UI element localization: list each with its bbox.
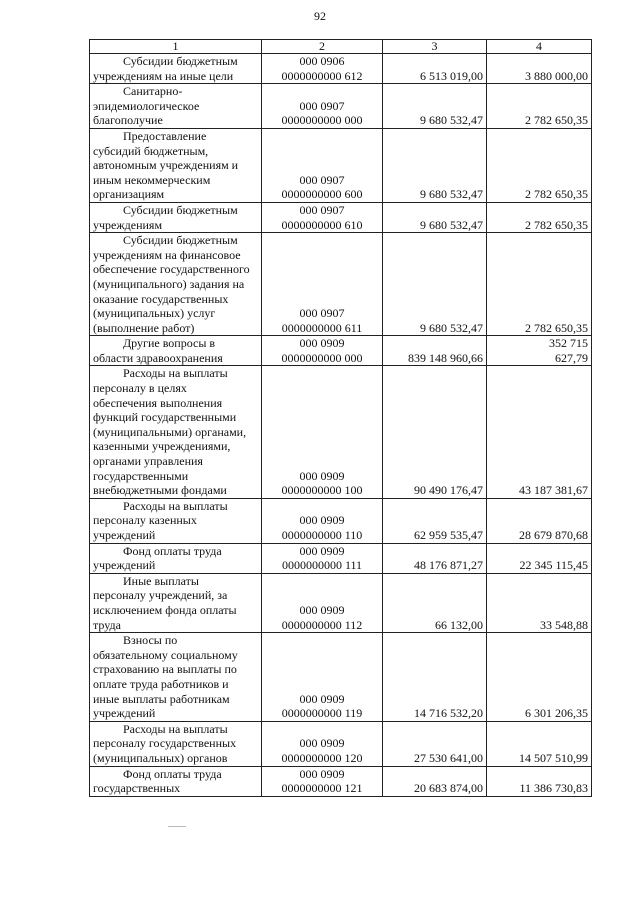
executed-amount-cell <box>487 128 592 202</box>
approved-amount-cell: 839 148 960,66 <box>383 336 487 366</box>
budget-code-cell <box>262 633 383 722</box>
expense-name-line: казенными учреждениями, <box>93 439 231 454</box>
budget-code-line: 0000000000 600 <box>281 187 363 202</box>
executed-amount-cell <box>487 543 592 573</box>
budget-code-line: 0000000000 112 <box>281 617 363 632</box>
expense-name-line: государственными <box>93 468 189 483</box>
expense-name-cell <box>90 633 262 722</box>
expense-name-line: Субсидии бюджетным <box>123 233 238 248</box>
table-row <box>90 766 592 796</box>
expense-name-cell <box>90 84 262 129</box>
approved-amount-cell: 90 490 176,47 <box>383 366 487 498</box>
budget-code-cell <box>262 498 383 543</box>
budget-code-line: 000 0907 <box>299 98 345 113</box>
expense-name-line: обеспечения выполнения <box>93 395 223 410</box>
approved-amount-cell: 27 530 641,00 <box>383 721 487 766</box>
expense-name-line: Другие вопросы в <box>123 336 216 351</box>
executed-amount-line: 43 187 381,67 <box>519 483 588 498</box>
budget-code-line: 0000000000 611 <box>281 320 363 335</box>
expense-name-line: области здравоохранения <box>93 350 223 365</box>
table-row <box>90 366 592 498</box>
expense-name-cell <box>90 54 262 84</box>
expense-name-line: исключением фонда оплаты <box>93 602 237 617</box>
expense-name-line: организациям <box>93 187 165 202</box>
executed-amount-line: 14 507 510,99 <box>519 750 588 765</box>
budget-code-line: 0000000000 612 <box>281 68 363 83</box>
expense-name-line: учреждений <box>93 528 156 542</box>
expense-name-line: труда <box>93 617 121 632</box>
table-row <box>90 336 592 366</box>
expense-name-line: автономным учреждениям и <box>93 158 239 173</box>
budget-code-cell <box>262 366 383 498</box>
table-row <box>90 543 592 573</box>
expense-name-line: обязательному социальному <box>93 647 238 662</box>
budget-table <box>89 39 592 797</box>
expense-name-line: органами управления <box>93 454 203 469</box>
budget-code-cell <box>262 721 383 766</box>
expense-name-line: функций государственными <box>93 410 237 425</box>
column-header-3: 3 <box>383 40 487 54</box>
budget-code-line: 000 0906 <box>299 54 345 68</box>
expense-name-line: Предоставление <box>123 128 207 143</box>
executed-amount-cell <box>487 721 592 766</box>
approved-amount-cell: 20 683 874,00 <box>383 766 487 796</box>
expense-name-line: (муниципального) задания на <box>93 276 245 291</box>
expense-name-cell <box>90 366 262 498</box>
executed-amount-cell <box>487 233 592 336</box>
budget-code-line: 000 0907 <box>299 172 345 187</box>
expense-name-line: Фонд оплаты труда <box>123 543 222 558</box>
expense-name-line: иные выплаты работникам <box>93 691 230 706</box>
budget-code-line: 000 0909 <box>299 468 345 483</box>
executed-amount-line: 11 386 730,83 <box>519 781 588 796</box>
column-header-4: 4 <box>487 40 592 54</box>
expense-name-line: оказание государственных <box>93 291 229 306</box>
expense-name-cell <box>90 233 262 336</box>
expense-name-line: учреждений <box>93 558 156 573</box>
approved-amount-cell: 9 680 532,47 <box>383 128 487 202</box>
expense-name-line: Расходы на выплаты <box>123 721 228 736</box>
expense-name-cell <box>90 721 262 766</box>
expense-name-line: страхованию на выплаты по <box>93 662 237 677</box>
table-row <box>90 84 592 129</box>
budget-code-cell <box>262 233 383 336</box>
executed-amount-cell <box>487 202 592 232</box>
expense-name-line: эпидемиологическое <box>93 98 200 113</box>
budget-code-cell <box>262 766 383 796</box>
approved-amount-cell: 48 176 871,27 <box>383 543 487 573</box>
approved-amount-cell: 9 680 532,47 <box>383 233 487 336</box>
budget-code-line: 000 0909 <box>299 513 345 528</box>
table-row <box>90 721 592 766</box>
executed-amount-cell <box>487 366 592 498</box>
table-row <box>90 128 592 202</box>
expense-name-line: Расходы на выплаты <box>123 498 228 513</box>
budget-code-line: 000 0909 <box>299 336 345 351</box>
column-header-2: 2 <box>262 40 383 54</box>
expense-name-cell <box>90 202 262 232</box>
expense-name-line: (муниципальных) услуг <box>93 306 216 321</box>
executed-amount-line: 2 782 650,35 <box>525 320 588 335</box>
expense-name-line: персоналу государственных <box>93 736 237 751</box>
budget-code-cell <box>262 336 383 366</box>
budget-code-cell <box>262 202 383 232</box>
approved-amount-cell: 62 959 535,47 <box>383 498 487 543</box>
table-row <box>90 573 592 632</box>
expense-name-line: благополучие <box>93 113 163 128</box>
expense-name-line: Субсидии бюджетным <box>123 54 238 68</box>
expense-name-line: субсидий бюджетным, <box>93 143 209 158</box>
expense-name-line: Субсидии бюджетным <box>123 202 238 217</box>
expense-name-line: (муниципальных) органов <box>93 750 228 765</box>
budget-code-cell <box>262 128 383 202</box>
expense-name-line: учреждениям на финансовое <box>93 247 241 262</box>
executed-amount-cell <box>487 54 592 84</box>
budget-code-cell <box>262 84 383 129</box>
executed-amount-line: 627,79 <box>555 350 588 365</box>
expense-name-line: Фонд оплаты труда <box>123 766 222 781</box>
budget-code-line: 000 0909 <box>299 736 345 751</box>
expense-name-line: иным некоммерческим <box>93 172 211 187</box>
budget-code-line: 0000000000 100 <box>281 483 363 498</box>
expense-name-line: государственных <box>93 781 181 796</box>
executed-amount-cell <box>487 573 592 632</box>
budget-code-line: 0000000000 610 <box>281 217 363 232</box>
approved-amount-cell: 9 680 532,47 <box>383 202 487 232</box>
expense-name-line: персоналу казенных <box>93 513 197 528</box>
expense-name-line: учреждениям на иные цели <box>93 68 234 83</box>
table-header <box>90 40 592 54</box>
executed-amount-line: 2 782 650,35 <box>525 187 588 202</box>
executed-amount-line: 2 782 650,35 <box>525 217 588 232</box>
executed-amount-line: 28 679 870,68 <box>519 528 588 542</box>
budget-code-line: 0000000000 000 <box>281 113 363 128</box>
expense-name-line: персоналу в целях <box>93 381 187 396</box>
budget-code-line: 0000000000 120 <box>281 750 363 765</box>
expense-name-line: внебюджетными фондами <box>93 483 227 498</box>
budget-code-cell <box>262 543 383 573</box>
table-row <box>90 202 592 232</box>
expense-name-cell <box>90 766 262 796</box>
executed-amount-cell <box>487 633 592 722</box>
budget-code-line: 0000000000 119 <box>281 706 363 721</box>
executed-amount-line: 6 301 206,35 <box>525 706 588 721</box>
budget-code-line: 0000000000 000 <box>281 350 363 365</box>
executed-amount-line: 352 715 <box>549 336 588 351</box>
budget-code-line: 000 0909 <box>299 543 345 558</box>
approved-amount-cell: 9 680 532,47 <box>383 84 487 129</box>
expense-name-line: учреждениям <box>93 217 163 232</box>
expense-name-cell <box>90 498 262 543</box>
budget-code-cell <box>262 54 383 84</box>
budget-code-line: 0000000000 111 <box>281 558 363 573</box>
expense-name-line: (муниципальными) органами, <box>93 424 247 439</box>
expense-name-line: оплате труда работников и <box>93 676 229 691</box>
table-body <box>90 54 592 797</box>
expense-name-cell <box>90 573 262 632</box>
expense-name-cell <box>90 128 262 202</box>
budget-code-line: 000 0909 <box>299 691 345 706</box>
expense-name-line: (выполнение работ) <box>93 320 195 335</box>
expense-name-line: учреждений <box>93 706 156 721</box>
table-row <box>90 54 592 84</box>
executed-amount-cell <box>487 84 592 129</box>
executed-amount-cell <box>487 498 592 543</box>
expense-name-line: Иные выплаты <box>123 573 199 588</box>
column-header-1: 1 <box>90 40 262 54</box>
table-row <box>90 498 592 543</box>
budget-code-cell <box>262 573 383 632</box>
budget-code-line: 0000000000 121 <box>281 781 363 796</box>
budget-code-line: 000 0909 <box>299 602 345 617</box>
executed-amount-cell <box>487 336 592 366</box>
expense-name-line: Санитарно- <box>123 84 183 99</box>
approved-amount-cell: 14 716 532,20 <box>383 633 487 722</box>
header-row <box>90 40 592 54</box>
budget-code-line: 000 0909 <box>299 766 345 781</box>
expense-name-line: Расходы на выплаты <box>123 366 228 381</box>
budget-code-line: 000 0907 <box>299 306 345 321</box>
executed-amount-line: 3 880 000,00 <box>525 68 588 83</box>
budget-code-line: 000 0907 <box>299 202 345 217</box>
executed-amount-cell <box>487 766 592 796</box>
approved-amount-cell: 66 132,00 <box>383 573 487 632</box>
expense-name-line: обеспечение государственного <box>93 262 250 277</box>
executed-amount-line: 33 548,88 <box>540 617 588 632</box>
executed-amount-line: 22 345 115,45 <box>519 558 588 573</box>
scan-artifact <box>168 826 186 827</box>
expense-name-cell <box>90 543 262 573</box>
expense-name-line: персоналу учреждений, за <box>93 588 228 603</box>
executed-amount-line: 2 782 650,35 <box>525 113 588 128</box>
page-number: 92 <box>314 9 326 23</box>
table-row <box>90 233 592 336</box>
table-row <box>90 633 592 722</box>
expense-name-cell <box>90 336 262 366</box>
expense-name-line: Взносы по <box>123 633 178 648</box>
budget-code-line: 0000000000 110 <box>281 528 363 542</box>
approved-amount-cell: 6 513 019,00 <box>383 54 487 84</box>
